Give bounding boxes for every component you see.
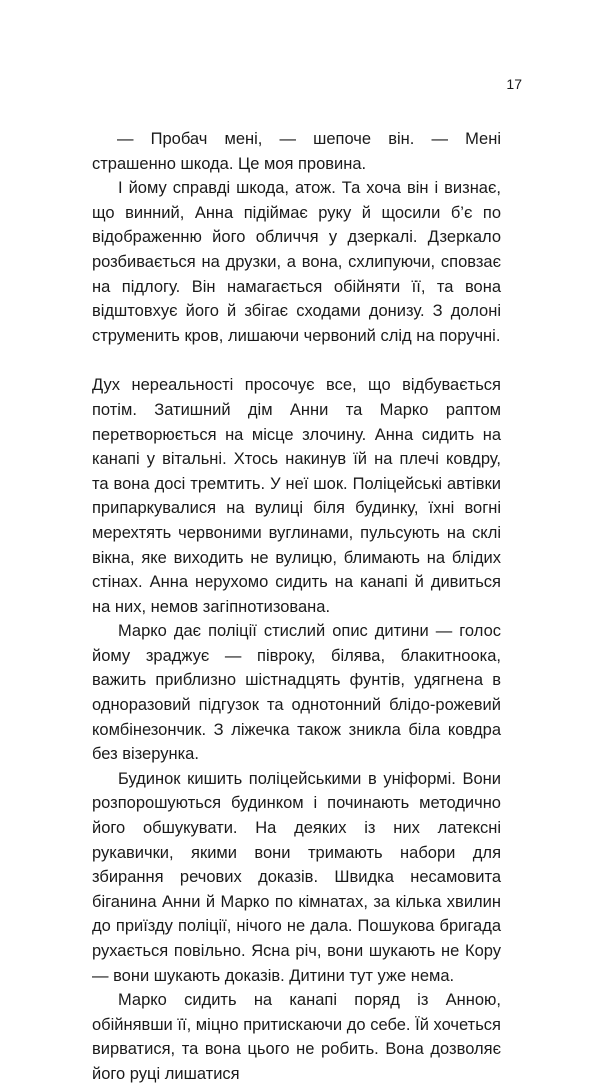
page-number: 17 [506,76,522,92]
paragraph-6: Марко сидить на канапі поряд із Анною, обійнявши її, міцно притискаючи до себе. Їй хочеться вирватися, та вона цього не робить. Вона дозволяє його руці лишатися [92,991,501,1083]
paragraph-3: Дух нереальності просочує все, що відбувається потім. Затишний дім Анни та Марко раптом перетворюється на місце злочину. Анна сидить на канапі у вітальні. Хтось накинув їй на плечі ковдру, та вона досі тремтить. У неї шок. Поліцейські автівки припаркувалися на вулиці біля будинку, їхні вогні мерехтять червоними вуглинами, пульсують на склі вікна, яке виходить не вулицю, блимають на блідих стінах. Анна нерухомо сидить на канапі й дивиться на них, немов загіпнотизована. [92,376,501,616]
paragraph-2: І йому справді шкода, атож. Та хоча він і визнає, що винний, Анна підіймає руку й щосили б’є по відображенню його обличчя у дзеркалі. Дзеркало розбивається на друзки, а вона, схлипуючи, сповзає на підлогу. Він намагається обійняти її, та вона відштовхує його й збігає сходами донизу. З долоні струменить кров, лишаючи червоний слід на поручні. [92,179,501,345]
paragraph-1: — Пробач мені, — шепоче він. — Мені страшенно шкода. Це моя провина. [92,130,501,173]
page-body-text [92,127,501,1087]
paragraph-5: Будинок кишить поліцейськими в уніформі. Вони розпорошуються будинком і починають методично його обшукувати. На деяких із них латексні рукавички, якими вони тримають набори для збирання речових доказів. Швидка несамовита біганина Анни й Марко по кімнатах, за кілька хвилин до приїзду поліції, нічого не дала. Пошукова бригада рухається повільно. Ясна річ, вони шукають не Кору — вони шукають доказів. Дитини тут уже нема. [92,769,501,985]
paragraph-4: Марко дає поліції стислий опис дитини — голос йому зраджує — півроку, білява, блакитноока, важить приблизно шістнадцять фунтів, удягнена в одноразовий підгузок та однотонний блідо-рожевий комбінезончик. З ліжечка також зникла біла ковдра без візерунка. [92,622,501,764]
